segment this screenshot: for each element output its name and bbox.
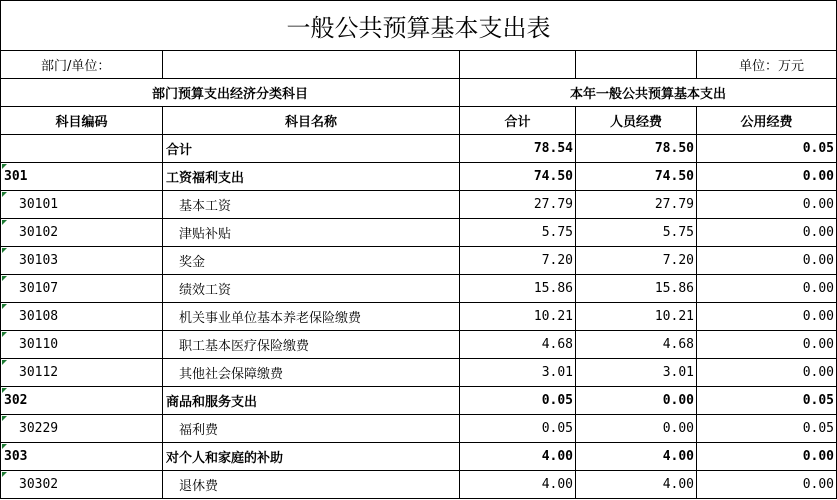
row-total-cell[interactable]: 10.21 <box>460 303 576 331</box>
row-name-cell[interactable]: 福利费 <box>163 415 460 443</box>
group-header-budget: 本年一般公共预算基本支出 <box>460 79 837 107</box>
row-personnel-cell[interactable]: 0.00 <box>576 387 697 415</box>
row-name-cell[interactable]: 退休费 <box>163 471 460 499</box>
row-total-cell[interactable]: 4.68 <box>460 331 576 359</box>
row-code-cell[interactable]: 30229 <box>0 415 163 443</box>
row-name-cell[interactable]: 津贴补贴 <box>163 219 460 247</box>
row-public-cell[interactable]: 0.00 <box>697 303 837 331</box>
row-public-cell[interactable]: 0.00 <box>697 191 837 219</box>
cell-marker-icon <box>2 164 7 169</box>
col-header-public: 公用经费 <box>697 107 837 135</box>
row-code-cell[interactable]: 302 <box>0 387 163 415</box>
row-personnel-cell[interactable]: 5.75 <box>576 219 697 247</box>
row-public-cell[interactable]: 0.00 <box>697 163 837 191</box>
cell-marker-icon <box>2 220 7 225</box>
row-total-cell[interactable]: 4.00 <box>460 471 576 499</box>
row-public-cell[interactable]: 0.00 <box>697 331 837 359</box>
dept-blank-cell-2[interactable] <box>576 51 697 79</box>
row-total-cell[interactable]: 74.50 <box>460 163 576 191</box>
row-code-cell[interactable]: 30107 <box>0 275 163 303</box>
row-total-cell[interactable]: 0.05 <box>460 387 576 415</box>
row-name-cell[interactable]: 基本工资 <box>163 191 460 219</box>
row-total-cell[interactable]: 15.86 <box>460 275 576 303</box>
row-personnel-cell[interactable]: 0.00 <box>576 415 697 443</box>
cell-marker-icon <box>2 360 7 365</box>
col-header-total: 合计 <box>460 107 576 135</box>
row-personnel-cell[interactable]: 78.50 <box>576 135 697 163</box>
group-header-classification: 部门预算支出经济分类科目 <box>0 79 460 107</box>
cell-marker-icon <box>2 276 7 281</box>
row-name-cell[interactable]: 对个人和家庭的补助 <box>163 443 460 471</box>
row-code-cell[interactable]: 30102 <box>0 219 163 247</box>
row-personnel-cell[interactable]: 4.00 <box>576 443 697 471</box>
row-name-cell[interactable]: 工资福利支出 <box>163 163 460 191</box>
row-personnel-cell[interactable]: 4.68 <box>576 331 697 359</box>
row-name-cell[interactable]: 职工基本医疗保险缴费 <box>163 331 460 359</box>
row-code-cell[interactable]: 30302 <box>0 471 163 499</box>
row-total-cell[interactable]: 0.05 <box>460 415 576 443</box>
cell-marker-icon <box>2 248 7 253</box>
row-public-cell[interactable]: 0.00 <box>697 275 837 303</box>
cell-marker-icon <box>2 472 7 477</box>
row-code-cell[interactable]: 30101 <box>0 191 163 219</box>
row-code-cell[interactable]: 303 <box>0 443 163 471</box>
col-header-code: 科目编码 <box>0 107 163 135</box>
row-name-cell[interactable]: 合计 <box>163 135 460 163</box>
sheet-title: 一般公共预算基本支出表 <box>0 0 837 51</box>
cell-marker-icon <box>2 304 7 309</box>
row-name-cell[interactable]: 奖金 <box>163 247 460 275</box>
col-header-personnel: 人员经费 <box>576 107 697 135</box>
row-personnel-cell[interactable]: 3.01 <box>576 359 697 387</box>
unit-label: 单位：万元 <box>697 51 837 79</box>
row-total-cell[interactable]: 7.20 <box>460 247 576 275</box>
row-total-cell[interactable]: 3.01 <box>460 359 576 387</box>
row-total-cell[interactable]: 78.54 <box>460 135 576 163</box>
dept-value-cell[interactable] <box>163 51 460 79</box>
cell-marker-icon <box>2 332 7 337</box>
dept-blank-cell-1[interactable] <box>460 51 576 79</box>
row-personnel-cell[interactable]: 4.00 <box>576 471 697 499</box>
row-total-cell[interactable]: 27.79 <box>460 191 576 219</box>
row-personnel-cell[interactable]: 15.86 <box>576 275 697 303</box>
cell-marker-icon <box>2 416 7 421</box>
row-public-cell[interactable]: 0.00 <box>697 359 837 387</box>
row-code-cell[interactable]: 301 <box>0 163 163 191</box>
row-name-cell[interactable]: 绩效工资 <box>163 275 460 303</box>
row-total-cell[interactable]: 4.00 <box>460 443 576 471</box>
row-personnel-cell[interactable]: 7.20 <box>576 247 697 275</box>
row-public-cell[interactable]: 0.00 <box>697 471 837 499</box>
row-public-cell[interactable]: 0.00 <box>697 219 837 247</box>
col-header-name: 科目名称 <box>163 107 460 135</box>
cell-marker-icon <box>2 192 7 197</box>
row-public-cell[interactable]: 0.05 <box>697 387 837 415</box>
row-personnel-cell[interactable]: 74.50 <box>576 163 697 191</box>
dept-label: 部门/单位： <box>0 51 163 79</box>
row-public-cell[interactable]: 0.05 <box>697 135 837 163</box>
row-code-cell[interactable]: 30103 <box>0 247 163 275</box>
row-name-cell[interactable]: 其他社会保障缴费 <box>163 359 460 387</box>
row-personnel-cell[interactable]: 27.79 <box>576 191 697 219</box>
row-total-cell[interactable]: 5.75 <box>460 219 576 247</box>
row-public-cell[interactable]: 0.00 <box>697 443 837 471</box>
row-public-cell[interactable]: 0.05 <box>697 415 837 443</box>
cell-marker-icon <box>2 388 7 393</box>
row-personnel-cell[interactable]: 10.21 <box>576 303 697 331</box>
row-code-cell[interactable]: 30108 <box>0 303 163 331</box>
row-name-cell[interactable]: 机关事业单位基本养老保险缴费 <box>163 303 460 331</box>
cell-marker-icon <box>2 444 7 449</box>
row-code-cell[interactable] <box>0 135 163 163</box>
row-name-cell[interactable]: 商品和服务支出 <box>163 387 460 415</box>
row-public-cell[interactable]: 0.00 <box>697 247 837 275</box>
row-code-cell[interactable]: 30112 <box>0 359 163 387</box>
row-code-cell[interactable]: 30110 <box>0 331 163 359</box>
